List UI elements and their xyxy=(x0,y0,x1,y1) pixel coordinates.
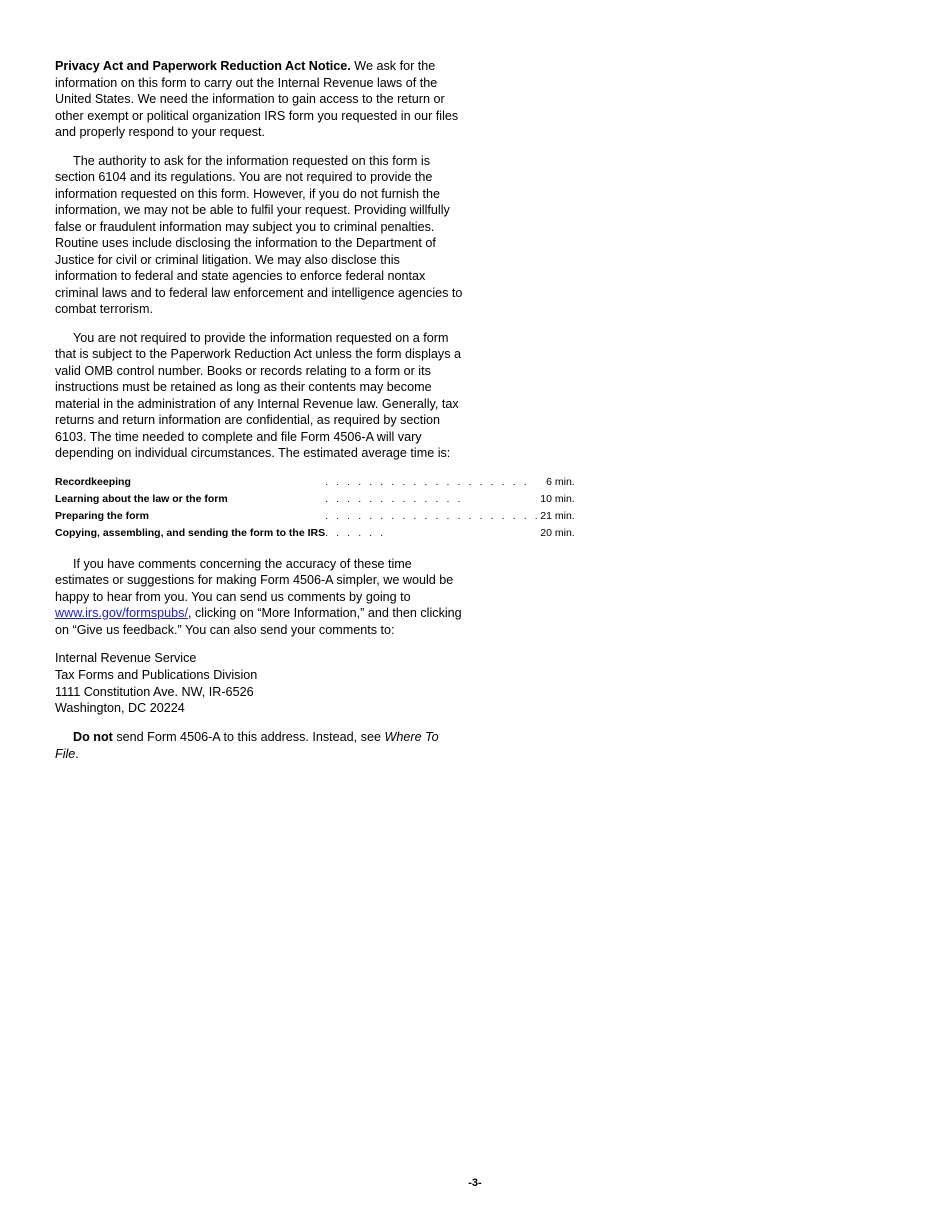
time-estimate-dots: . . . . . . xyxy=(325,526,386,539)
table-row xyxy=(55,474,575,491)
time-estimate-value: 21 min. xyxy=(540,509,575,522)
time-estimate-dots: . . . . . . . . . . . . . xyxy=(325,492,464,505)
time-estimate-dots: . . . . . . . . . . . . . . . . . . . xyxy=(325,475,530,488)
where-to-file-reference: Where To File xyxy=(55,730,439,761)
time-estimate-value: 20 min. xyxy=(540,526,575,539)
time-estimate-label: Recordkeeping xyxy=(55,475,131,488)
address-line: Washington, DC 20224 xyxy=(55,701,185,716)
privacy-act-notice-paragraph xyxy=(55,58,463,141)
time-estimate-label: Copying, assembling, and sending the form to the IRS xyxy=(55,526,326,539)
paperwork-reduction-paragraph: You are not required to provide the information requested on a form that is subject to the Paperwork Reduction Act unless the form displays a valid OMB control number. Books or records relating to a form or its instructions must be retained as long as their contents may become material in the administration of any Internal Revenue law. Generally, tax returns and return information are confidential, as required by section 6103. The time needed to complete and file Form 4506-A will vary depending on individual circumstances. The estimated average time is: xyxy=(55,330,462,460)
do-not-text: send Form 4506-A to this address. Instead, see xyxy=(112,730,385,745)
time-estimates-table xyxy=(55,474,575,542)
address-line: Tax Forms and Publications Division xyxy=(55,667,258,682)
do-not-lead: Do not xyxy=(73,730,113,745)
table-row xyxy=(55,508,575,525)
irs-formspubs-link[interactable]: www.irs.gov/formspubs/ xyxy=(55,606,188,620)
time-estimate-label: Learning about the law or the form xyxy=(55,492,228,505)
authority-paragraph: The authority to ask for the information requested on this form is section 6104 and its regulations. You are not required to provide the information requested on this form. However, if you do not furnish the information, we may not be able to fulfil your request. Providing willfully false or fraudulent information may subject you to criminal penalties. Routine uses include disclosing the information to the Department of Justice for civil or criminal litigation. We may also disclose this information to federal and state agencies to enforce federal nontax criminal laws and to federal law enforcement and intelligence agencies to combat terrorism. xyxy=(55,153,463,316)
privacy-act-notice-body: We ask for the information on this form to carry out the Internal Revenue laws of the United States. We need the information to gain access to the return or other exempt or political organization IRS form you requested in our files and properly respond to your request. xyxy=(55,59,459,139)
do-not-send-note xyxy=(55,729,463,762)
table-row xyxy=(55,525,575,542)
privacy-act-notice-heading: Privacy Act and Paperwork Reduction Act Notice. xyxy=(55,59,351,73)
time-estimate-dots: . . . . . . . . . . . . . . . . . . . . xyxy=(325,509,541,522)
comments-text-after-link: , clicking on “More Information,” and then clicking on “Give us feedback.” You can also send your comments to: xyxy=(55,606,462,637)
time-estimate-value: 10 min. xyxy=(540,492,575,505)
time-estimate-value: 6 min. xyxy=(546,475,575,488)
page-number: -3- xyxy=(468,1177,482,1189)
address-line: Internal Revenue Service xyxy=(55,651,197,665)
comments-text-before-link: If you have comments concerning the accuracy of these time estimates or suggestions for making Form 4506-A simpler, we would be happy to hear from you. You can send us comments by going to xyxy=(55,556,454,604)
address-line: 1111 Constitution Ave. NW, IR-6526 xyxy=(55,684,254,699)
time-estimate-label: Preparing the form xyxy=(55,509,149,522)
do-not-period: . xyxy=(75,746,79,761)
mailing-address-block xyxy=(55,650,463,717)
table-row xyxy=(55,491,575,508)
text-column xyxy=(55,58,575,774)
comments-paragraph xyxy=(55,556,463,639)
